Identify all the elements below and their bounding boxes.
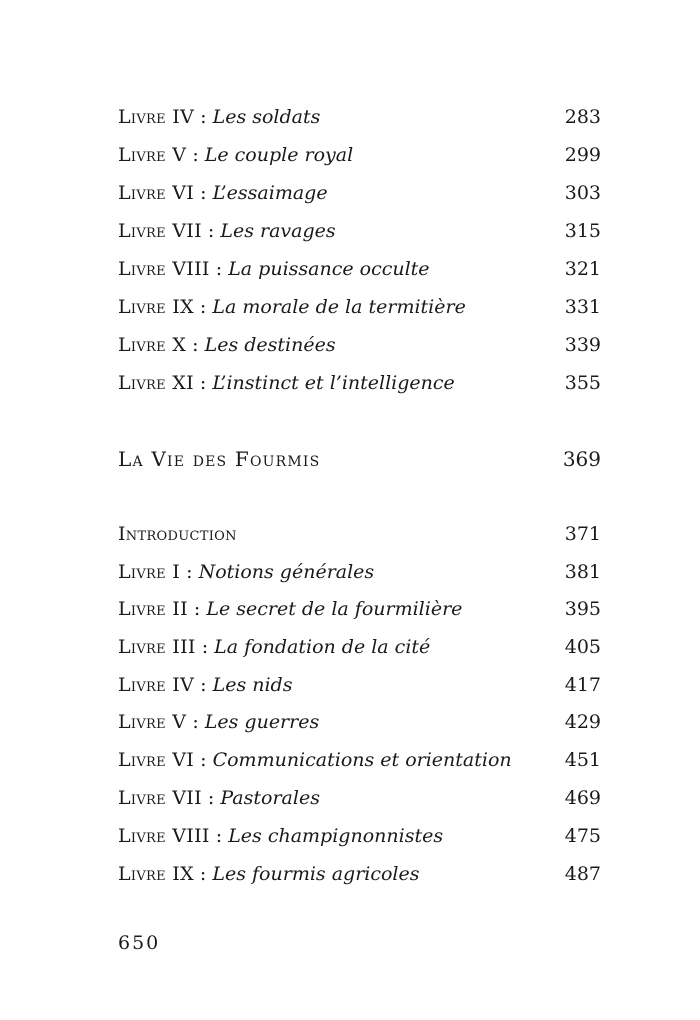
entry-label: Livre IX: [118, 863, 194, 885]
entry-separator: :: [186, 144, 205, 166]
toc-entry: [118, 371, 601, 395]
entry-page: 283: [564, 106, 601, 128]
entry-page: 429: [564, 711, 601, 733]
entry-separator: :: [201, 787, 221, 809]
entry-label: Livre VII: [118, 787, 202, 809]
entry-separator: :: [193, 372, 213, 394]
entry-page: 299: [564, 144, 601, 166]
entry-label: Livre V: [118, 711, 187, 733]
entry-separator: :: [195, 636, 215, 658]
entry-page: 303: [564, 182, 601, 204]
entry-label: Livre III: [118, 636, 196, 658]
entry-separator: :: [186, 334, 205, 356]
entry-title: La morale de la termitière: [212, 296, 466, 318]
entry-label: Livre II: [118, 598, 188, 620]
entry-title: L’instinct et l’intelligence: [212, 372, 455, 394]
toc-entry-introduction: [118, 522, 601, 546]
entry-label: Livre IV: [118, 106, 195, 128]
toc-entry: [118, 824, 601, 848]
toc-entry: [118, 673, 601, 697]
entry-page: 331: [564, 296, 601, 318]
toc-entry: [118, 257, 601, 281]
entry-separator: :: [194, 106, 213, 128]
entry-page: 355: [564, 372, 601, 394]
entry-separator: :: [194, 749, 213, 771]
entry-label: Livre VII: [118, 220, 202, 242]
entry-title: Les guerres: [204, 711, 320, 733]
entry-page: 315: [564, 220, 601, 242]
toc-entry: [118, 219, 601, 243]
entry-separator: :: [193, 296, 213, 318]
entry-page: 417: [564, 674, 601, 696]
entry-separator: :: [209, 825, 229, 847]
entry-separator: :: [194, 182, 213, 204]
toc-entry: [118, 862, 601, 886]
toc-entry: [118, 560, 601, 584]
entry-page: 451: [564, 749, 601, 771]
toc-entry: [118, 143, 601, 167]
entry-separator: :: [193, 863, 213, 885]
entry-label: Livre V: [118, 144, 187, 166]
entry-separator: :: [180, 561, 199, 583]
entry-separator: :: [194, 674, 213, 696]
entry-title: Le secret de la fourmilière: [206, 598, 463, 620]
toc-entry: [118, 181, 601, 205]
entry-page: 487: [564, 863, 601, 885]
entry-page: 469: [564, 787, 601, 809]
entry-label: Livre X: [118, 334, 187, 356]
entry-separator: :: [187, 598, 207, 620]
part-page: 369: [562, 447, 601, 471]
entry-page: 405: [564, 636, 601, 658]
page-number: 650: [118, 932, 161, 954]
entry-label: Livre I: [118, 561, 181, 583]
entry-label: Livre IV: [118, 674, 195, 696]
toc-entry: [118, 105, 601, 129]
entry-title: Les destinées: [204, 334, 336, 356]
entry-title: Le couple royal: [204, 144, 354, 166]
entry-title: La fondation de la cité: [214, 636, 431, 658]
part-title: La Vie des Fourmis: [118, 447, 321, 471]
entry-title: La puissance occulte: [228, 258, 430, 280]
toc-entry: [118, 710, 601, 734]
entry-title: Communications et orientation: [212, 749, 512, 771]
entry-title: Notions générales: [198, 561, 375, 583]
entry-title: Les champignonnistes: [228, 825, 444, 847]
entry-label: Livre VIII: [118, 825, 210, 847]
toc-entry: [118, 635, 601, 659]
entry-separator: :: [201, 220, 221, 242]
entry-label: Livre IX: [118, 296, 194, 318]
intro-label: Introduction: [118, 523, 237, 545]
entry-label: Livre XI: [118, 372, 194, 394]
entry-title: L’essaimage: [212, 182, 328, 204]
entry-page: 339: [564, 334, 601, 356]
toc-entry: [118, 786, 601, 810]
entry-label: Livre VI: [118, 182, 195, 204]
part-heading: [118, 447, 601, 471]
entry-label: Livre VI: [118, 749, 195, 771]
entry-page: 475: [564, 825, 601, 847]
entry-title: Les fourmis agricoles: [212, 863, 420, 885]
entry-title: Les nids: [212, 674, 293, 696]
toc-entry: [118, 333, 601, 357]
entry-title: Pastorales: [220, 787, 320, 809]
toc-entry: [118, 748, 601, 772]
entry-page: 381: [564, 561, 601, 583]
entry-page: 321: [564, 258, 601, 280]
entry-separator: :: [186, 711, 205, 733]
toc-entry: [118, 295, 601, 319]
toc-entry: [118, 597, 601, 621]
entry-title: Les soldats: [212, 106, 321, 128]
entry-label: Livre VIII: [118, 258, 210, 280]
intro-page: 371: [564, 523, 601, 545]
entry-page: 395: [564, 598, 601, 620]
entry-separator: :: [209, 258, 229, 280]
entry-title: Les ravages: [220, 220, 336, 242]
